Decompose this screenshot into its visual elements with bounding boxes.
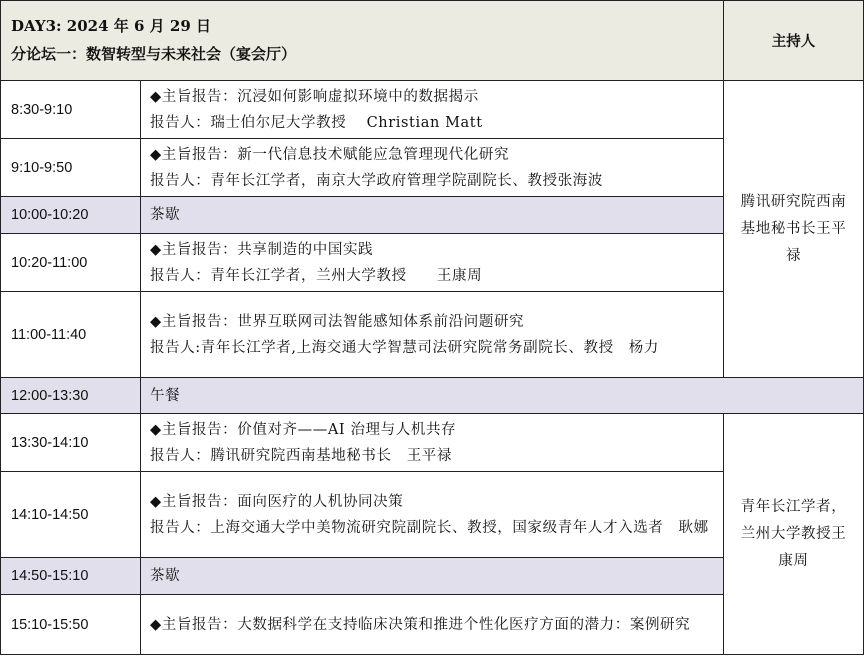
header-cell bbox=[1, 1, 724, 81]
session-speaker bbox=[150, 110, 717, 136]
session-cell bbox=[141, 292, 724, 378]
host-cell-first bbox=[724, 81, 864, 378]
session-speaker: 报告人：青年长江学者，兰州大学教授 王康周 bbox=[150, 267, 483, 284]
session-cell bbox=[141, 139, 724, 197]
speaker-text: 报告人：瑞士伯尔尼大学教授 Christian Matt bbox=[150, 114, 483, 131]
break-row bbox=[1, 378, 864, 414]
session-cell bbox=[141, 234, 724, 292]
time-cell: 9:10-9:50 bbox=[1, 139, 141, 197]
host-name-second: 青年长江学者，兰州大学教授王康周 bbox=[740, 498, 847, 569]
time-cell: 13:30-14:10 bbox=[1, 414, 141, 472]
lunch-label: 午餐 bbox=[141, 378, 864, 414]
host-header: 主持人 bbox=[724, 1, 864, 81]
session-speaker: 报告人：上海交通大学中美物流研究院副院长、教授，国家级青年人才入选者 耿娜 bbox=[150, 519, 709, 536]
host-name-first: 腾讯研究院西南基地秘书长王平禄 bbox=[740, 193, 847, 264]
session-cell bbox=[141, 81, 724, 139]
host-cell-second bbox=[724, 414, 864, 655]
session-title: ◆主旨报告：新一代信息技术赋能应急管理现代化研究 bbox=[150, 146, 510, 163]
forum-title: 分论坛一：数智转型与未来社会（宴会厅） bbox=[11, 45, 297, 63]
session-speaker: 报告人：腾讯研究院西南基地秘书长 王平禄 bbox=[150, 447, 452, 464]
session-title: ◆主旨报告：世界互联网司法智能感知体系前沿问题研究 bbox=[150, 313, 525, 330]
time-cell: 15:10-15:50 bbox=[1, 595, 141, 655]
day-title: DAY3: 2024 年 6 月 29 日 bbox=[11, 17, 211, 35]
session-title: ◆主旨报告：共享制造的中国实践 bbox=[150, 241, 374, 258]
time-cell: 12:00-13:30 bbox=[1, 378, 141, 414]
header-row bbox=[1, 1, 864, 81]
time-cell: 8:30-9:10 bbox=[1, 81, 141, 139]
session-cell bbox=[141, 472, 724, 558]
break-label: 茶歇 bbox=[141, 558, 724, 595]
session-cell bbox=[141, 414, 724, 472]
session-title: ◆主旨报告：大数据科学在支持临床决策和推进个性化医疗方面的潜力：案例研究 bbox=[150, 616, 691, 633]
session-speaker: 报告人:青年长江学者,上海交通大学智慧司法研究院常务副院长、教授 杨力 bbox=[150, 339, 659, 356]
break-label: 茶歇 bbox=[141, 197, 724, 234]
time-cell: 14:10-14:50 bbox=[1, 472, 141, 558]
table-row bbox=[1, 414, 864, 472]
session-title: ◆主旨报告：价值对齐——AI 治理与人机共存 bbox=[150, 421, 457, 438]
time-cell: 10:00-10:20 bbox=[1, 197, 141, 234]
table-row bbox=[1, 81, 864, 139]
time-cell: 10:20-11:00 bbox=[1, 234, 141, 292]
session-title: ◆主旨报告：沉浸如何影响虚拟环境中的数据揭示 bbox=[150, 88, 479, 105]
time-cell: 11:00-11:40 bbox=[1, 292, 141, 378]
time-cell: 14:50-15:10 bbox=[1, 558, 141, 595]
session-speaker: 报告人：青年长江学者，南京大学政府管理学院副院长、教授张海波 bbox=[150, 172, 603, 189]
session-title: ◆主旨报告：面向医疗的人机协同决策 bbox=[150, 493, 404, 510]
session-cell bbox=[141, 595, 724, 655]
